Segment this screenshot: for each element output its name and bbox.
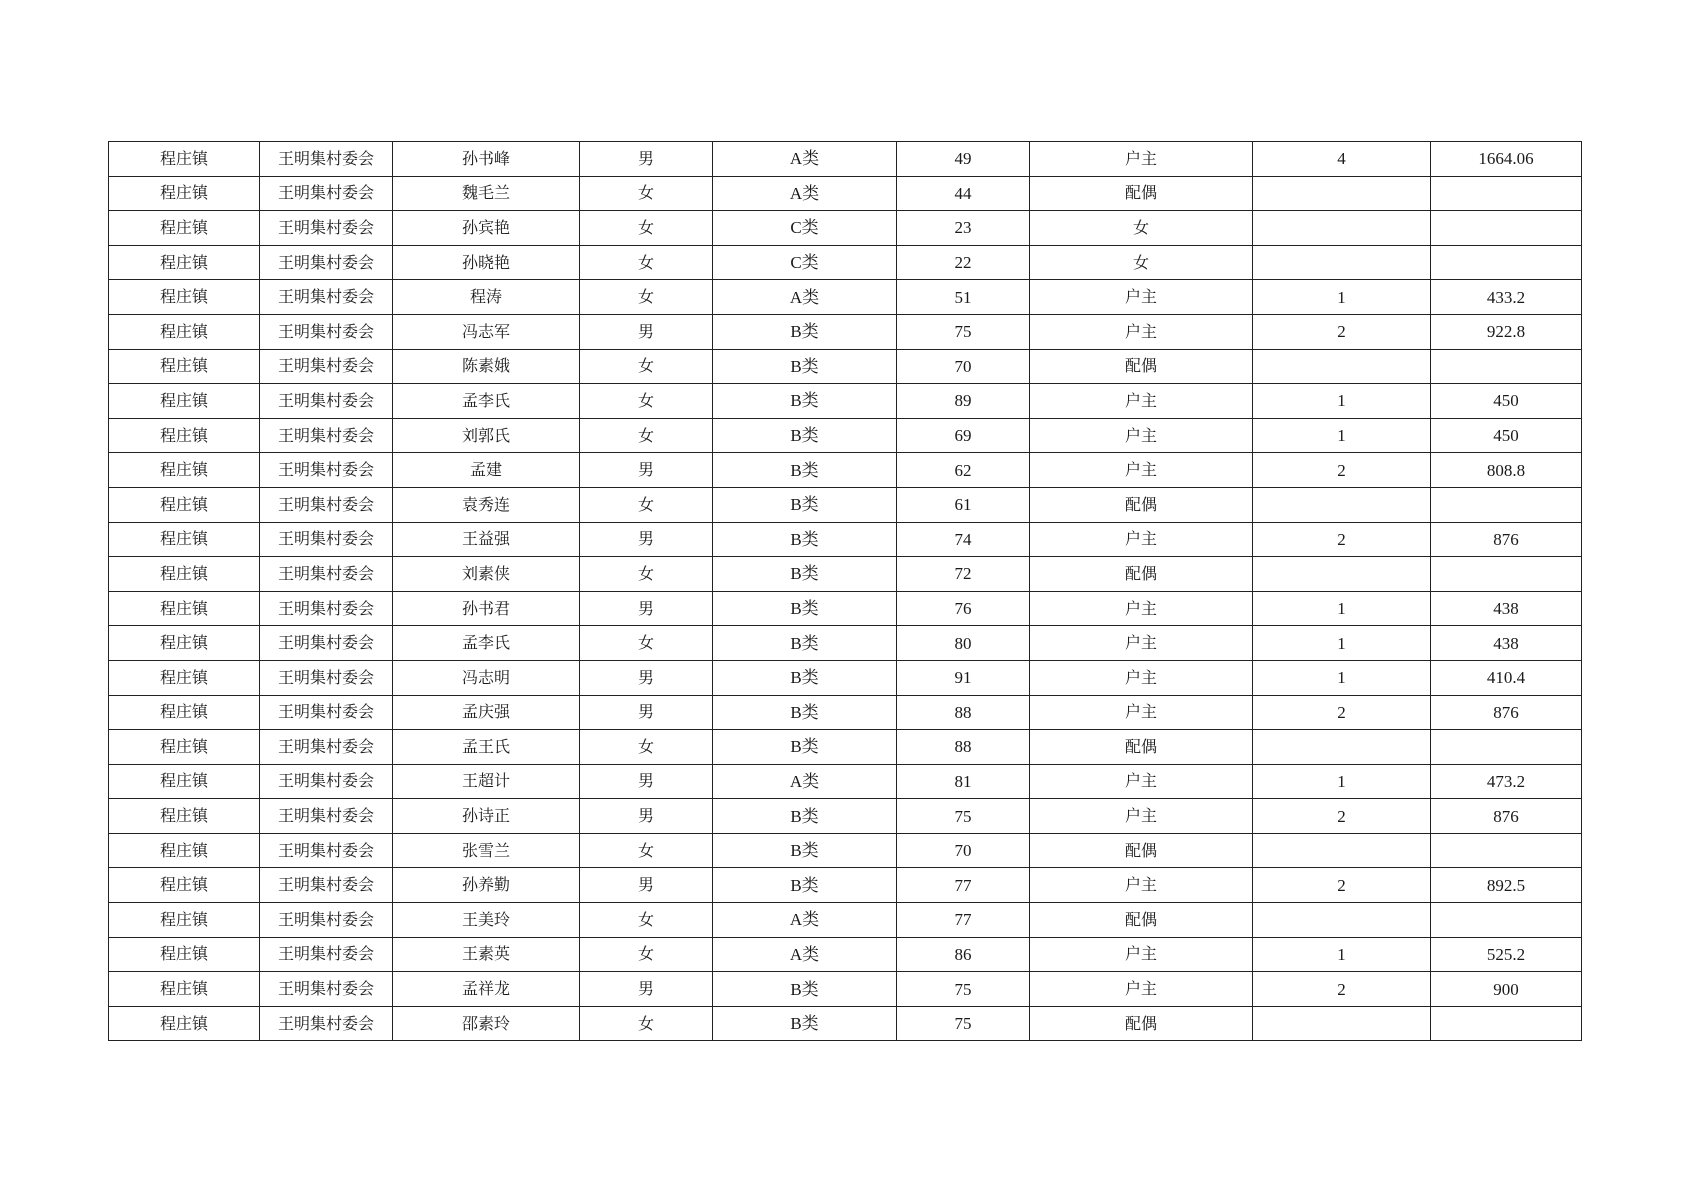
table-row [109, 211, 1582, 246]
household-size-cell: 1 [1253, 591, 1431, 626]
gender-cell: 女 [580, 418, 713, 453]
gender-cell: 女 [580, 176, 713, 211]
gender-cell: 男 [580, 972, 713, 1007]
age-cell: 22 [897, 245, 1030, 280]
age-cell: 75 [897, 972, 1030, 1007]
village-committee-cell: 王明集村委会 [260, 418, 393, 453]
village-committee-cell: 王明集村委会 [260, 695, 393, 730]
household-size-cell: 1 [1253, 937, 1431, 972]
town-cell: 程庄镇 [109, 695, 260, 730]
table-row [109, 522, 1582, 557]
gender-cell: 女 [580, 1006, 713, 1041]
gender-cell: 男 [580, 695, 713, 730]
amount-cell: 876 [1431, 695, 1582, 730]
person-name-cell: 王益强 [393, 522, 580, 557]
gender-cell: 男 [580, 591, 713, 626]
town-cell: 程庄镇 [109, 418, 260, 453]
person-name-cell: 孙晓艳 [393, 245, 580, 280]
relation-cell: 配偶 [1030, 487, 1253, 522]
table-row [109, 799, 1582, 834]
age-cell: 81 [897, 764, 1030, 799]
age-cell: 88 [897, 695, 1030, 730]
amount-cell: 473.2 [1431, 764, 1582, 799]
person-name-cell: 王超计 [393, 764, 580, 799]
relation-cell: 户主 [1030, 142, 1253, 177]
village-committee-cell: 王明集村委会 [260, 384, 393, 419]
amount-cell: 1664.06 [1431, 142, 1582, 177]
table-row [109, 695, 1582, 730]
gender-cell: 女 [580, 245, 713, 280]
village-committee-cell: 王明集村委会 [260, 487, 393, 522]
category-cell: A类 [713, 903, 897, 938]
relation-cell: 女 [1030, 211, 1253, 246]
person-name-cell: 袁秀连 [393, 487, 580, 522]
amount-cell [1431, 833, 1582, 868]
household-size-cell: 2 [1253, 453, 1431, 488]
age-cell: 75 [897, 314, 1030, 349]
table-row [109, 868, 1582, 903]
village-committee-cell: 王明集村委会 [260, 1006, 393, 1041]
age-cell: 89 [897, 384, 1030, 419]
table-row [109, 314, 1582, 349]
category-cell: B类 [713, 868, 897, 903]
village-committee-cell: 王明集村委会 [260, 868, 393, 903]
household-size-cell: 2 [1253, 314, 1431, 349]
category-cell: B类 [713, 418, 897, 453]
person-name-cell: 孟李氏 [393, 626, 580, 661]
relation-cell: 户主 [1030, 626, 1253, 661]
amount-cell: 433.2 [1431, 280, 1582, 315]
town-cell: 程庄镇 [109, 176, 260, 211]
amount-cell: 450 [1431, 384, 1582, 419]
household-size-cell: 2 [1253, 868, 1431, 903]
relation-cell: 户主 [1030, 280, 1253, 315]
amount-cell: 922.8 [1431, 314, 1582, 349]
relation-cell: 配偶 [1030, 557, 1253, 592]
village-committee-cell: 王明集村委会 [260, 522, 393, 557]
gender-cell: 女 [580, 626, 713, 661]
town-cell: 程庄镇 [109, 142, 260, 177]
person-name-cell: 孟庆强 [393, 695, 580, 730]
category-cell: B类 [713, 1006, 897, 1041]
age-cell: 49 [897, 142, 1030, 177]
person-name-cell: 魏毛兰 [393, 176, 580, 211]
person-name-cell: 程涛 [393, 280, 580, 315]
age-cell: 69 [897, 418, 1030, 453]
table-row [109, 972, 1582, 1007]
category-cell: A类 [713, 142, 897, 177]
household-size-cell [1253, 903, 1431, 938]
person-name-cell: 孙书峰 [393, 142, 580, 177]
category-cell: B类 [713, 695, 897, 730]
amount-cell [1431, 903, 1582, 938]
table-row [109, 557, 1582, 592]
household-size-cell: 1 [1253, 418, 1431, 453]
gender-cell: 男 [580, 868, 713, 903]
village-committee-cell: 王明集村委会 [260, 176, 393, 211]
household-size-cell: 2 [1253, 799, 1431, 834]
person-name-cell: 刘郭氏 [393, 418, 580, 453]
relation-cell: 户主 [1030, 418, 1253, 453]
town-cell: 程庄镇 [109, 384, 260, 419]
village-committee-cell: 王明集村委会 [260, 833, 393, 868]
relation-cell: 配偶 [1030, 176, 1253, 211]
age-cell: 86 [897, 937, 1030, 972]
household-size-cell [1253, 487, 1431, 522]
age-cell: 80 [897, 626, 1030, 661]
category-cell: B类 [713, 660, 897, 695]
amount-cell: 438 [1431, 626, 1582, 661]
person-name-cell: 刘素侠 [393, 557, 580, 592]
roster-table-body [109, 142, 1582, 1041]
table-row [109, 384, 1582, 419]
amount-cell: 892.5 [1431, 868, 1582, 903]
relation-cell: 户主 [1030, 799, 1253, 834]
amount-cell: 876 [1431, 799, 1582, 834]
relation-cell: 户主 [1030, 314, 1253, 349]
gender-cell: 女 [580, 349, 713, 384]
town-cell: 程庄镇 [109, 211, 260, 246]
household-size-cell: 2 [1253, 522, 1431, 557]
relation-cell: 配偶 [1030, 349, 1253, 384]
amount-cell: 525.2 [1431, 937, 1582, 972]
table-row [109, 349, 1582, 384]
relation-cell: 配偶 [1030, 1006, 1253, 1041]
age-cell: 88 [897, 730, 1030, 765]
relation-cell: 户主 [1030, 937, 1253, 972]
town-cell: 程庄镇 [109, 937, 260, 972]
person-name-cell: 陈素娥 [393, 349, 580, 384]
person-name-cell: 孙书君 [393, 591, 580, 626]
town-cell: 程庄镇 [109, 280, 260, 315]
age-cell: 23 [897, 211, 1030, 246]
person-name-cell: 孟建 [393, 453, 580, 488]
person-name-cell: 冯志军 [393, 314, 580, 349]
town-cell: 程庄镇 [109, 591, 260, 626]
age-cell: 44 [897, 176, 1030, 211]
category-cell: A类 [713, 764, 897, 799]
household-size-cell: 2 [1253, 972, 1431, 1007]
category-cell: B类 [713, 314, 897, 349]
household-size-cell [1253, 211, 1431, 246]
category-cell: A类 [713, 280, 897, 315]
age-cell: 70 [897, 349, 1030, 384]
household-size-cell [1253, 557, 1431, 592]
relation-cell: 户主 [1030, 522, 1253, 557]
gender-cell: 女 [580, 280, 713, 315]
amount-cell: 808.8 [1431, 453, 1582, 488]
town-cell: 程庄镇 [109, 764, 260, 799]
household-size-cell: 1 [1253, 280, 1431, 315]
gender-cell: 女 [580, 833, 713, 868]
gender-cell: 女 [580, 211, 713, 246]
household-size-cell [1253, 833, 1431, 868]
household-size-cell: 1 [1253, 764, 1431, 799]
category-cell: B类 [713, 730, 897, 765]
person-name-cell: 孙养勤 [393, 868, 580, 903]
amount-cell [1431, 176, 1582, 211]
town-cell: 程庄镇 [109, 487, 260, 522]
table-row [109, 1006, 1582, 1041]
age-cell: 91 [897, 660, 1030, 695]
village-committee-cell: 王明集村委会 [260, 730, 393, 765]
table-row [109, 730, 1582, 765]
gender-cell: 女 [580, 937, 713, 972]
table-row [109, 418, 1582, 453]
person-name-cell: 孟王氏 [393, 730, 580, 765]
table-row [109, 937, 1582, 972]
age-cell: 70 [897, 833, 1030, 868]
town-cell: 程庄镇 [109, 972, 260, 1007]
person-name-cell: 孟李氏 [393, 384, 580, 419]
relation-cell: 配偶 [1030, 903, 1253, 938]
category-cell: A类 [713, 176, 897, 211]
village-committee-cell: 王明集村委会 [260, 211, 393, 246]
town-cell: 程庄镇 [109, 799, 260, 834]
relation-cell: 女 [1030, 245, 1253, 280]
village-committee-cell: 王明集村委会 [260, 142, 393, 177]
village-committee-cell: 王明集村委会 [260, 557, 393, 592]
town-cell: 程庄镇 [109, 453, 260, 488]
town-cell: 程庄镇 [109, 557, 260, 592]
amount-cell [1431, 349, 1582, 384]
town-cell: 程庄镇 [109, 730, 260, 765]
village-committee-cell: 王明集村委会 [260, 245, 393, 280]
relation-cell: 户主 [1030, 695, 1253, 730]
category-cell: B类 [713, 349, 897, 384]
village-committee-cell: 王明集村委会 [260, 799, 393, 834]
category-cell: B类 [713, 487, 897, 522]
household-size-cell [1253, 245, 1431, 280]
relation-cell: 户主 [1030, 660, 1253, 695]
table-row [109, 176, 1582, 211]
category-cell: B类 [713, 626, 897, 661]
amount-cell [1431, 1006, 1582, 1041]
category-cell: B类 [713, 557, 897, 592]
household-size-cell: 4 [1253, 142, 1431, 177]
table-row [109, 453, 1582, 488]
amount-cell: 876 [1431, 522, 1582, 557]
age-cell: 51 [897, 280, 1030, 315]
town-cell: 程庄镇 [109, 314, 260, 349]
household-size-cell: 1 [1253, 626, 1431, 661]
amount-cell [1431, 245, 1582, 280]
category-cell: C类 [713, 211, 897, 246]
category-cell: B类 [713, 522, 897, 557]
table-row [109, 487, 1582, 522]
age-cell: 76 [897, 591, 1030, 626]
village-committee-cell: 王明集村委会 [260, 903, 393, 938]
table-row [109, 903, 1582, 938]
category-cell: A类 [713, 937, 897, 972]
table-row [109, 626, 1582, 661]
amount-cell [1431, 211, 1582, 246]
table-row [109, 280, 1582, 315]
household-size-cell [1253, 730, 1431, 765]
age-cell: 74 [897, 522, 1030, 557]
table-row [109, 764, 1582, 799]
gender-cell: 女 [580, 730, 713, 765]
gender-cell: 男 [580, 764, 713, 799]
village-committee-cell: 王明集村委会 [260, 626, 393, 661]
village-committee-cell: 王明集村委会 [260, 764, 393, 799]
gender-cell: 男 [580, 799, 713, 834]
household-size-cell [1253, 1006, 1431, 1041]
gender-cell: 男 [580, 142, 713, 177]
household-size-cell: 2 [1253, 695, 1431, 730]
village-committee-cell: 王明集村委会 [260, 972, 393, 1007]
person-name-cell: 王素英 [393, 937, 580, 972]
person-name-cell: 孟祥龙 [393, 972, 580, 1007]
age-cell: 61 [897, 487, 1030, 522]
gender-cell: 男 [580, 660, 713, 695]
relation-cell: 户主 [1030, 453, 1253, 488]
roster-table [108, 141, 1582, 1041]
town-cell: 程庄镇 [109, 245, 260, 280]
person-name-cell: 冯志明 [393, 660, 580, 695]
table-row [109, 245, 1582, 280]
relation-cell: 配偶 [1030, 833, 1253, 868]
household-size-cell: 1 [1253, 660, 1431, 695]
amount-cell [1431, 730, 1582, 765]
table-row [109, 591, 1582, 626]
person-name-cell: 张雪兰 [393, 833, 580, 868]
household-size-cell [1253, 349, 1431, 384]
age-cell: 62 [897, 453, 1030, 488]
amount-cell: 410.4 [1431, 660, 1582, 695]
person-name-cell: 孙诗正 [393, 799, 580, 834]
amount-cell: 438 [1431, 591, 1582, 626]
age-cell: 75 [897, 1006, 1030, 1041]
town-cell: 程庄镇 [109, 868, 260, 903]
category-cell: B类 [713, 384, 897, 419]
relation-cell: 户主 [1030, 591, 1253, 626]
table-row [109, 833, 1582, 868]
person-name-cell: 孙宾艳 [393, 211, 580, 246]
gender-cell: 男 [580, 453, 713, 488]
town-cell: 程庄镇 [109, 660, 260, 695]
amount-cell [1431, 557, 1582, 592]
relation-cell: 户主 [1030, 764, 1253, 799]
gender-cell: 女 [580, 384, 713, 419]
age-cell: 77 [897, 903, 1030, 938]
gender-cell: 男 [580, 314, 713, 349]
town-cell: 程庄镇 [109, 833, 260, 868]
town-cell: 程庄镇 [109, 903, 260, 938]
town-cell: 程庄镇 [109, 349, 260, 384]
relation-cell: 配偶 [1030, 730, 1253, 765]
town-cell: 程庄镇 [109, 1006, 260, 1041]
village-committee-cell: 王明集村委会 [260, 314, 393, 349]
gender-cell: 女 [580, 557, 713, 592]
person-name-cell: 王美玲 [393, 903, 580, 938]
amount-cell [1431, 487, 1582, 522]
category-cell: B类 [713, 591, 897, 626]
gender-cell: 女 [580, 903, 713, 938]
household-size-cell [1253, 176, 1431, 211]
relation-cell: 户主 [1030, 868, 1253, 903]
household-size-cell: 1 [1253, 384, 1431, 419]
age-cell: 72 [897, 557, 1030, 592]
gender-cell: 男 [580, 522, 713, 557]
amount-cell: 450 [1431, 418, 1582, 453]
person-name-cell: 邵素玲 [393, 1006, 580, 1041]
age-cell: 75 [897, 799, 1030, 834]
category-cell: B类 [713, 453, 897, 488]
village-committee-cell: 王明集村委会 [260, 660, 393, 695]
table-row [109, 660, 1582, 695]
age-cell: 77 [897, 868, 1030, 903]
village-committee-cell: 王明集村委会 [260, 453, 393, 488]
category-cell: B类 [713, 972, 897, 1007]
village-committee-cell: 王明集村委会 [260, 349, 393, 384]
table-row [109, 142, 1582, 177]
category-cell: C类 [713, 245, 897, 280]
relation-cell: 户主 [1030, 972, 1253, 1007]
village-committee-cell: 王明集村委会 [260, 280, 393, 315]
amount-cell: 900 [1431, 972, 1582, 1007]
village-committee-cell: 王明集村委会 [260, 591, 393, 626]
category-cell: B类 [713, 799, 897, 834]
town-cell: 程庄镇 [109, 522, 260, 557]
category-cell: B类 [713, 833, 897, 868]
village-committee-cell: 王明集村委会 [260, 937, 393, 972]
town-cell: 程庄镇 [109, 626, 260, 661]
gender-cell: 女 [580, 487, 713, 522]
relation-cell: 户主 [1030, 384, 1253, 419]
